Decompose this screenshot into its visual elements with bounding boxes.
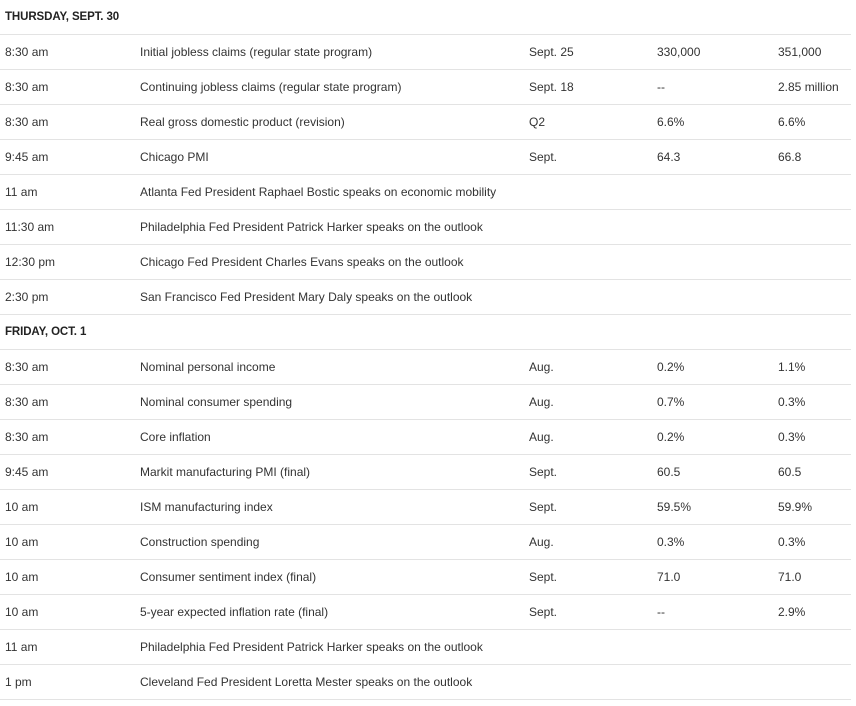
time-cell: 2:30 pm <box>5 290 49 304</box>
previous-cell: 60.5 <box>778 465 802 479</box>
event-cell: Nominal consumer spending <box>140 395 293 409</box>
forecast-cell: 0.7% <box>657 395 685 409</box>
event-cell: 5-year expected inflation rate (final) <box>140 605 329 619</box>
time-cell: 8:30 am <box>5 395 49 409</box>
previous-cell: 0.3% <box>778 430 806 444</box>
previous-cell: 2.9% <box>778 605 806 619</box>
day-header-label: THURSDAY, SEPT. 30 <box>5 11 120 23</box>
previous-cell: 1.1% <box>778 360 806 374</box>
period-cell: Sept. <box>529 150 558 164</box>
event-cell: Construction spending <box>140 535 260 549</box>
time-cell: 8:30 am <box>5 430 49 444</box>
event-cell: San Francisco Fed President Mary Daly speaks on the outlook <box>140 290 473 304</box>
time-cell: 10 am <box>5 570 39 584</box>
table-row <box>0 385 851 420</box>
time-cell: 8:30 am <box>5 115 49 129</box>
forecast-cell: 0.2% <box>657 360 685 374</box>
event-cell: Cleveland Fed President Loretta Mester speaks on the outlook <box>140 675 473 689</box>
day-header-row <box>0 0 851 35</box>
previous-cell: 351,000 <box>778 45 822 59</box>
table-row <box>0 140 851 175</box>
previous-cell: 0.3% <box>778 395 806 409</box>
forecast-cell: 0.3% <box>657 535 685 549</box>
forecast-cell: 71.0 <box>657 570 681 584</box>
table-row <box>0 105 851 140</box>
table-row <box>0 70 851 105</box>
previous-cell: 0.3% <box>778 535 806 549</box>
table-row <box>0 175 851 210</box>
event-cell: Initial jobless claims (regular state program) <box>140 45 373 59</box>
event-cell: Nominal personal income <box>140 360 276 374</box>
previous-cell: 2.85 million <box>778 80 839 94</box>
forecast-cell: 59.5% <box>657 500 692 514</box>
event-cell: Atlanta Fed President Raphael Bostic speaks on economic mobility <box>140 185 497 199</box>
period-cell: Sept. 25 <box>529 45 574 59</box>
time-cell: 8:30 am <box>5 45 49 59</box>
table-row <box>0 280 851 315</box>
day-header-label: FRIDAY, OCT. 1 <box>5 326 87 338</box>
period-cell: Aug. <box>529 430 554 444</box>
event-cell: Consumer sentiment index (final) <box>140 570 317 584</box>
event-cell: Core inflation <box>140 430 211 444</box>
forecast-cell: -- <box>657 80 665 94</box>
time-cell: 11:30 am <box>5 220 55 234</box>
table-row <box>0 665 851 700</box>
previous-cell: 66.8 <box>778 150 802 164</box>
forecast-cell: 0.2% <box>657 430 685 444</box>
period-cell: Sept. 18 <box>529 80 574 94</box>
table-row <box>0 595 851 630</box>
table-row <box>0 35 851 70</box>
time-cell: 11 am <box>5 640 38 654</box>
time-cell: 8:30 am <box>5 360 49 374</box>
time-cell: 9:45 am <box>5 150 49 164</box>
event-cell: Chicago Fed President Charles Evans speaks on the outlook <box>140 255 464 269</box>
time-cell: 10 am <box>5 535 39 549</box>
time-cell: 10 am <box>5 605 39 619</box>
period-cell: Q2 <box>529 115 546 129</box>
time-cell: 9:45 am <box>5 465 49 479</box>
table-row <box>0 350 851 385</box>
period-cell: Sept. <box>529 465 558 479</box>
table-row <box>0 490 851 525</box>
period-cell: Aug. <box>529 360 554 374</box>
period-cell: Aug. <box>529 395 554 409</box>
period-cell: Aug. <box>529 535 554 549</box>
previous-cell: 59.9% <box>778 500 813 514</box>
table-row <box>0 210 851 245</box>
forecast-cell: 64.3 <box>657 150 681 164</box>
time-cell: 11 am <box>5 185 38 199</box>
event-cell: Philadelphia Fed President Patrick Harker speaks on the outlook <box>140 220 483 234</box>
event-cell: Real gross domestic product (revision) <box>140 115 345 129</box>
day-header-row <box>0 315 851 350</box>
table-row <box>0 245 851 280</box>
forecast-cell: -- <box>657 605 665 619</box>
event-cell: ISM manufacturing index <box>140 500 273 514</box>
event-cell: Continuing jobless claims (regular state program) <box>140 80 402 94</box>
previous-cell: 6.6% <box>778 115 806 129</box>
event-cell: Philadelphia Fed President Patrick Harker speaks on the outlook <box>140 640 483 654</box>
time-cell: 10 am <box>5 500 39 514</box>
period-cell: Sept. <box>529 570 558 584</box>
table-row <box>0 525 851 560</box>
time-cell: 1 pm <box>5 675 32 689</box>
period-cell: Sept. <box>529 500 558 514</box>
previous-cell: 71.0 <box>778 570 802 584</box>
time-cell: 12:30 pm <box>5 255 56 269</box>
table-row <box>0 455 851 490</box>
forecast-cell: 6.6% <box>657 115 685 129</box>
table-row <box>0 560 851 595</box>
time-cell: 8:30 am <box>5 80 49 94</box>
table-row <box>0 420 851 455</box>
forecast-cell: 60.5 <box>657 465 681 479</box>
event-cell: Chicago PMI <box>140 150 209 164</box>
forecast-cell: 330,000 <box>657 45 701 59</box>
event-cell: Markit manufacturing PMI (final) <box>140 465 311 479</box>
table-row <box>0 630 851 665</box>
period-cell: Sept. <box>529 605 558 619</box>
